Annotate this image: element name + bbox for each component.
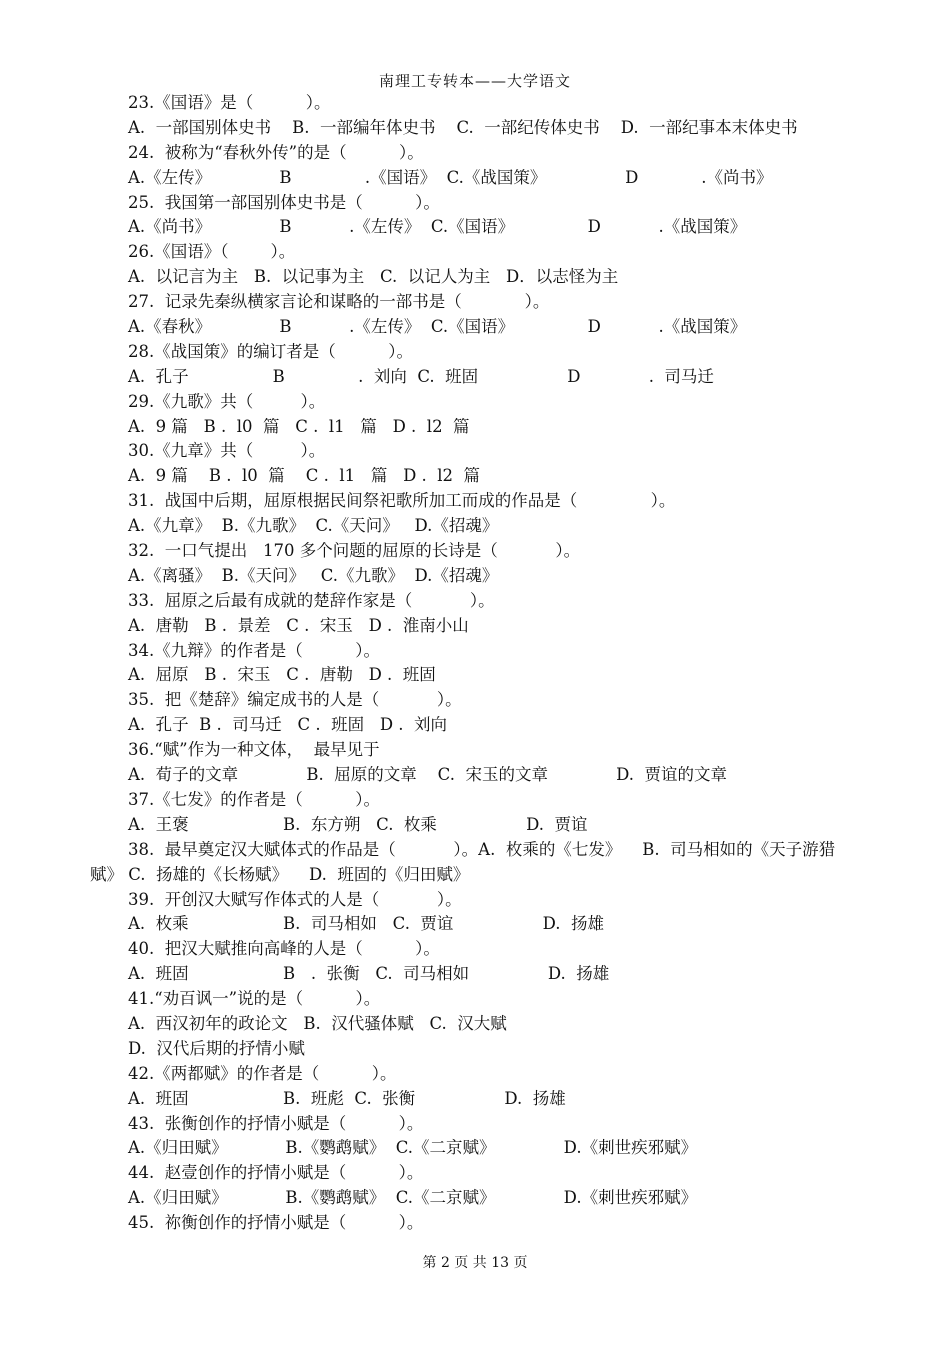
answer-options: A. 西汉初年的政论文 B. 汉代骚体赋 C. 汉大赋 — [128, 1013, 507, 1033]
question-stem: 41.“劝百讽一”说的是（ ）。 — [128, 989, 381, 1009]
page-footer: 第 2 页 共 13 页 — [422, 1255, 528, 1271]
question-stem: 28.《战国策》的编订者是（ ）。 — [128, 341, 413, 361]
answer-options: D. 汉代后期的抒情小赋 — [128, 1038, 305, 1058]
question-stem: 27. 记录先秦纵横家言论和谋略的一部书是（ ）。 — [128, 292, 550, 312]
answer-options: A.《九章》 B.《九歌》 C.《天问》 D.《招魂》 — [128, 516, 499, 536]
question-stem: 30.《九章》共（ ）。 — [128, 441, 326, 461]
question-stem: 39. 开创汉大赋写作体式的人是（ ）。 — [128, 889, 462, 909]
answer-options: A. 孔子 B . 司马迁 C . 班固 D . 刘向 — [128, 715, 448, 735]
answer-options: A. 荀子的文章 B. 屈原的文章 C. 宋玉的文章 D. 贾谊的文章 — [128, 765, 728, 785]
answer-options: A. 孔子 B . 刘向 C. 班固 D . 司马迁 — [128, 366, 714, 386]
answer-options: A.《尚书》 B .《左传》 C.《国语》 D .《战国策》 — [128, 217, 747, 237]
answer-options: A. 枚乘 B. 司马相如 C. 贾谊 D. 扬雄 — [128, 914, 604, 934]
answer-options: A. 班固 B. 班彪 C. 张衡 D. 扬雄 — [128, 1088, 566, 1108]
answer-options: A. 一部国别体史书 B. 一部编年体史书 C. 一部纪传体史书 D. 一部纪事本末体史书 — [128, 117, 798, 137]
question-list — [90, 91, 880, 1236]
question-stem: 29.《九歌》共（ ）。 — [128, 391, 326, 411]
page-header: 南理工专转本——大学语文 — [378, 72, 571, 90]
question-stem: 37.《七发》的作者是（ ）。 — [128, 789, 380, 809]
answer-options: A.《归田赋》 B.《鹦鹉赋》 C.《二京赋》 D.《刺世疾邪赋》 — [128, 1188, 698, 1208]
question-stem: 43. 张衡创作的抒情小赋是（ ）。 — [128, 1113, 424, 1133]
question-stem: 25. 我国第一部国别体史书是（ ）。 — [128, 192, 440, 212]
question-line: 38. 最早奠定汉大赋体式的作品是（ ）。A. 枚乘的《七发》 B. 司马相如的《天子游猎 — [128, 839, 836, 859]
question-stem: 40. 把汉大赋推向高峰的人是（ ）。 — [128, 939, 440, 959]
answer-options: A.《归田赋》 B.《鹦鹉赋》 C.《二京赋》 D.《刺世疾邪赋》 — [128, 1138, 698, 1158]
answer-options: A. 屈原 B . 宋玉 C . 唐勒 D . 班固 — [128, 665, 436, 685]
question-stem: 33. 屈原之后最有成就的楚辞作家是（ ）。 — [128, 590, 495, 610]
question-stem: 45. 祢衡创作的抒情小赋是（ ）。 — [128, 1213, 424, 1233]
question-stem: 44. 赵壹创作的抒情小赋是（ ）。 — [128, 1163, 424, 1183]
answer-options: A.《春秋》 B .《左传》 C.《国语》 D .《战国策》 — [128, 317, 747, 337]
question-stem: 42.《两都赋》的作者是（ ）。 — [128, 1063, 397, 1083]
question-stem: 35. 把《楚辞》编定成书的人是（ ）。 — [128, 690, 462, 710]
question-stem: 23.《国语》是（ ）。 — [128, 93, 331, 112]
answer-options: A. 班固 B . 张衡 C. 司马相如 D. 扬雄 — [128, 964, 610, 984]
answer-options: A.《左传》 B .《国语》 C.《战国策》 D .《尚书》 — [128, 167, 773, 187]
answer-options: A. 王褒 B. 东方朔 C. 枚乘 D. 贾谊 — [128, 814, 588, 834]
question-stem: 26.《国语》（ ）。 — [128, 242, 296, 262]
question-stem: 36.“赋”作为一种文体， 最早见于 — [128, 740, 380, 760]
answer-options: A. 9 篇 B . l0 篇 C . l1 篇 D . l2 篇 — [128, 416, 470, 436]
question-line-continued: 赋》 C. 扬雄的《长杨赋》 D. 班固的《归田赋》 — [90, 864, 470, 884]
answer-options: A.《离骚》 B.《天问》 C.《九歌》 D.《招魂》 — [128, 565, 499, 585]
question-stem: 31. 战国中后期，屈原根据民间祭祀歌所加工而成的作品是（ ）。 — [128, 491, 676, 511]
question-stem: 34.《九辩》的作者是（ ）。 — [128, 640, 380, 660]
answer-options: A. 9 篇 B . l0 篇 C . l1 篇 D . l2 篇 — [128, 466, 481, 486]
question-stem: 24. 被称为“春秋外传”的是（ ）。 — [128, 142, 424, 162]
answer-options: A. 唐勒 B . 景差 C . 宋玉 D . 淮南小山 — [128, 615, 469, 635]
answer-options: A. 以记言为主 B. 以记事为主 C. 以记人为主 D．以志怪为主 — [128, 267, 619, 287]
question-stem: 32. 一口气提出 170 多个问题的屈原的长诗是（ ）。 — [128, 541, 581, 561]
